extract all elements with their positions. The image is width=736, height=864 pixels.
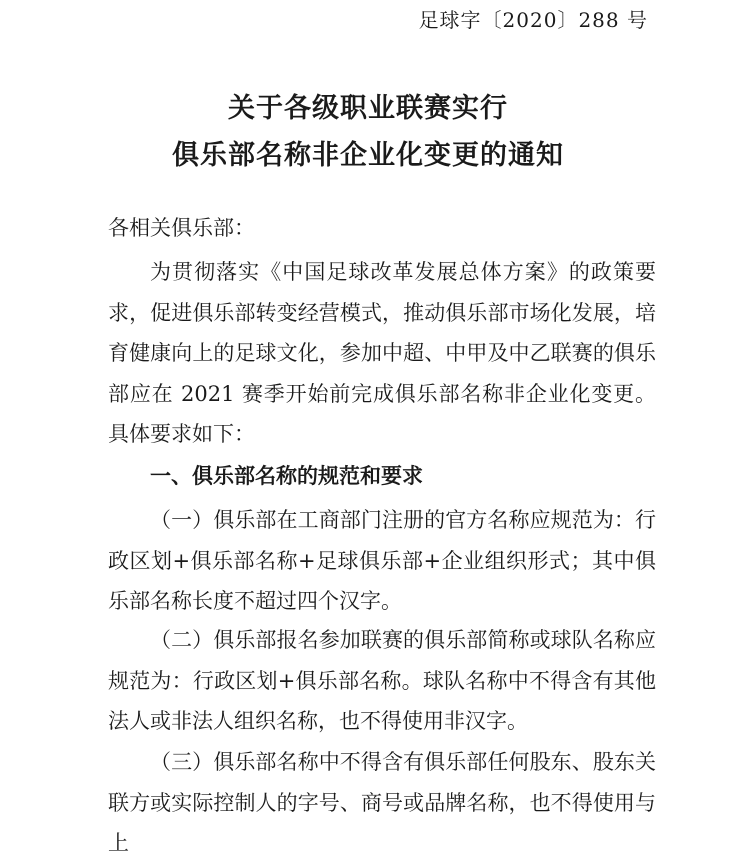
salutation: 各相关俱乐部： — [108, 216, 255, 240]
intro-paragraph: 为贯彻落实《中国足球改革发展总体方案》的政策要求，促进俱乐部转变经营模式，推动俱乐部市场化发展，培育健康向上的足球文化，参加中超、中甲及中乙联赛的俱乐部应在 2021 赛季开始前完成俱乐部名称非企业化变更。具体要求如下： — [108, 260, 656, 446]
document-number: 足球字〔2020〕288 号 — [418, 8, 648, 32]
document-title-line-2: 俱乐部名称非企业化变更的通知 — [172, 140, 564, 171]
item-paragraph-1: （一）俱乐部在工商部门注册的官方名称应规范为：行政区划+俱乐部名称+足球俱乐部+企业组织形式；其中俱乐部名称长度不超过四个汉字。 — [108, 508, 656, 613]
section-heading-1: 一、俱乐部名称的规范和要求 — [150, 463, 423, 488]
item-paragraph-3: （三）俱乐部名称中不得含有俱乐部任何股东、股东关联方或实际控制人的字号、商号或品牌名称，也不得使用与上 — [108, 750, 656, 855]
item-paragraph-2: （二）俱乐部报名参加联赛的俱乐部简称或球队名称应规范为：行政区划+俱乐部名称。球队名称中不得含有其他法人或非法人组织名称，也不得使用非汉字。 — [108, 628, 656, 733]
document-title-line-1: 关于各级职业联赛实行 — [228, 93, 508, 124]
